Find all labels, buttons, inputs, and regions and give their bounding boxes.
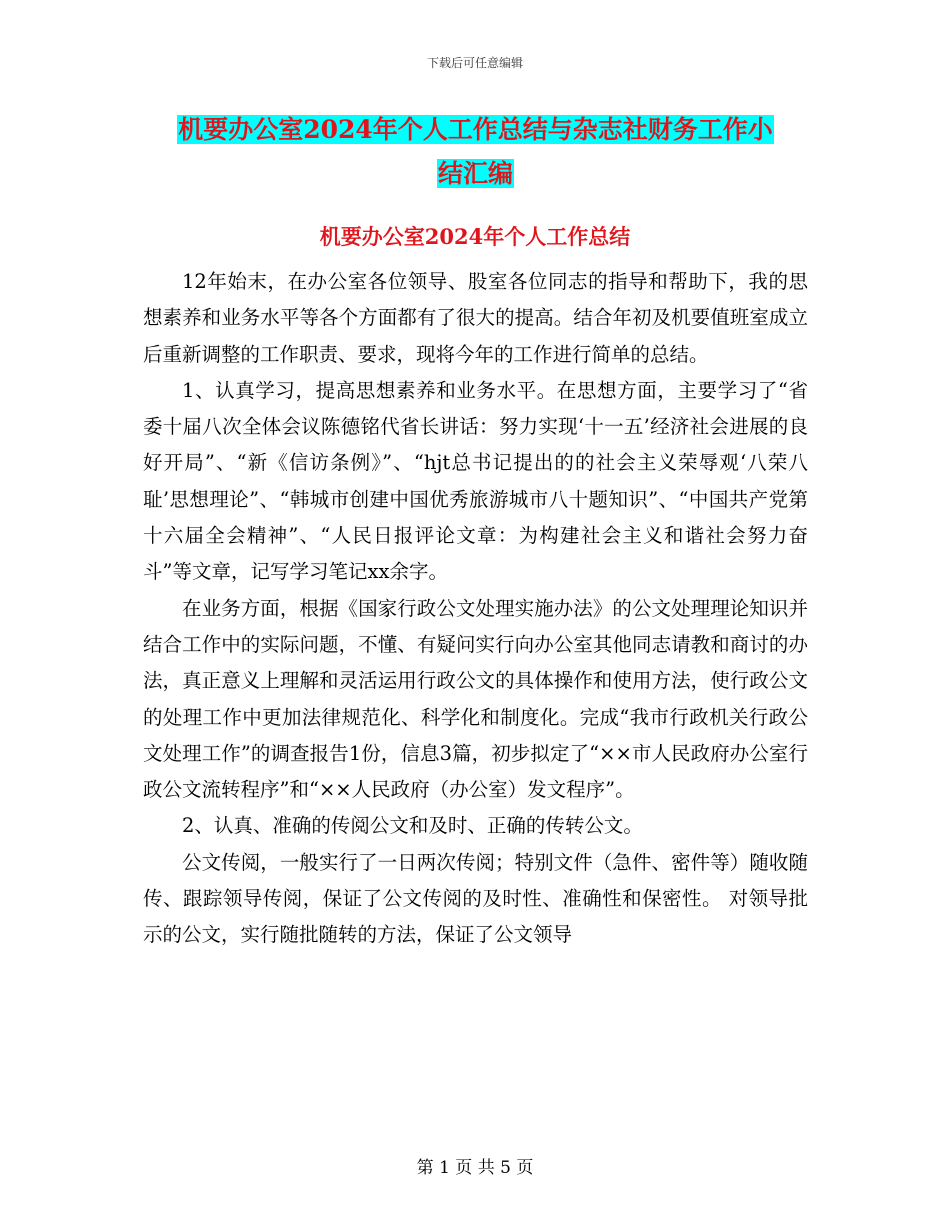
paragraph: 公文传阅，一般实行了一日两次传阅；特别文件（急件、密件等）随收随传、跟踪领导传阅，保证了公文传阅的及时性、准确性和保密性。 对领导批示的公文，实行随批随转的方法，保证了公文领导 bbox=[143, 850, 808, 947]
document-title bbox=[143, 108, 808, 196]
header-note: 下载后可任意编辑 bbox=[426, 56, 523, 70]
paragraph: 12年始末，在办公室各位领导、股室各位同志的指导和帮助下，我的思想素养和业务水平等各个方面都有了很大的提高。结合年初及机要值班室成立后重新调整的工作职责、要求，现将今年的工作进行简单的总结。 bbox=[143, 270, 808, 366]
section-title: 机要办公室2024年个人工作总结 bbox=[319, 224, 631, 249]
paragraph: 1、认真学习，提高思想素养和业务水平。在思想方面，主要学习了“省委十届八次全体会议陈德铭代省长讲话：努力实现‘十一五’经济社会进展的良好开局”、“新《信访条例》”、“hjt总书记提出的的社会主义荣辱观‘八荣八耻’思想理论”、“韩城市创建中国优秀旅游城市八十题知识”、“中国共产党第十六届全会精神”、“人民日报评论文章：为构建社会主义和谐社会努力奋斗”等文章，记写学习笔记xx余字。 bbox=[143, 378, 808, 584]
paragraph: 2、认真、准确的传阅公文和及时、正确的传转公文。 bbox=[182, 814, 643, 838]
body-text bbox=[143, 264, 808, 954]
paragraph: 在业务方面，根据《国家行政公文处理实施办法》的公文处理理论知识并结合工作中的实际问题，不懂、有疑问实行向办公室其他同志请教和商讨的办法，真正意义上理解和灵活运用行政公文的具体操作和使用方法，使行政公文的处理工作中更加法律规范化、科学化和制度化。完成“我市行政机关行政公文处理工作”的调查报告1份，信息3篇，初步拟定了“××市人民政府办公室行政公文流转程序”和“××人民政府（办公室）发文程序”。 bbox=[143, 596, 808, 802]
page-footer: 第 1 页 共 5 页 bbox=[416, 1158, 534, 1178]
title-line-1: 机要办公室2024年个人工作总结与杂志社财务工作小 bbox=[178, 115, 773, 144]
title-line-2: 结汇编 bbox=[437, 159, 513, 188]
